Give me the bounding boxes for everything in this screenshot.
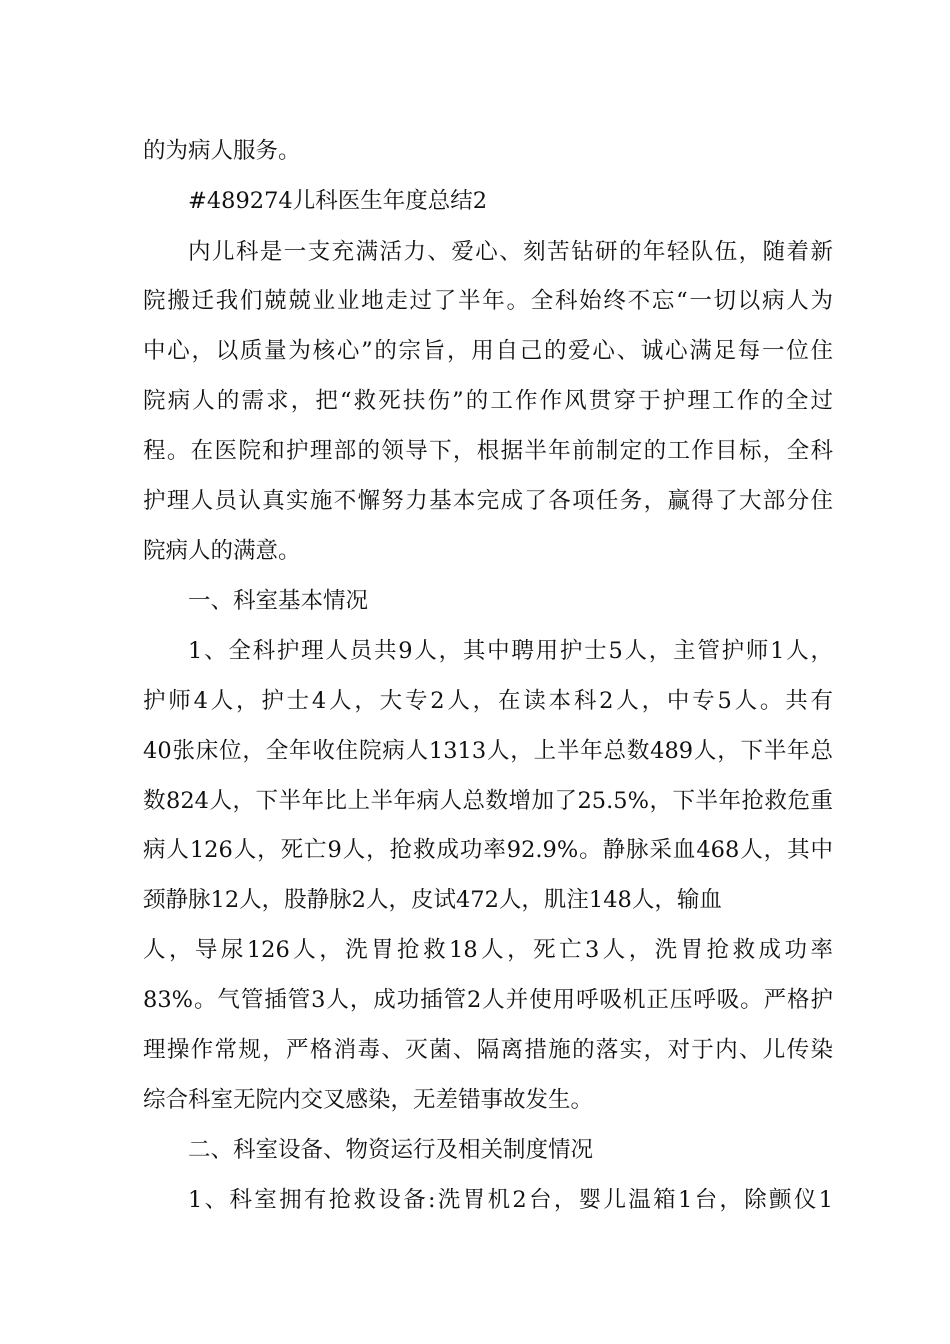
text-line: 综合科室无院内交叉感染，无差错事故发生。 xyxy=(143,1087,594,1113)
text-line: 颈静脉12人，股静脉2人，皮试472人，肌注148人，输血 xyxy=(143,887,722,913)
section-title: #489274儿科医生年度总结2 xyxy=(188,188,488,214)
text-line: 院病人的需求，把“救死扶伤”的工作作风贯穿于护理工作的全过 xyxy=(143,388,833,414)
text-line: 40张床位，全年收住院病人1313人，上半年总数489人，下半年总 xyxy=(143,738,833,764)
text-line: 护理人员认真实施不懈努力基本完成了各项任务，赢得了大部分住 xyxy=(143,488,833,514)
text-line: 内儿科是一支充满活力、爱心、刻苦钻研的年轻队伍，随着新 xyxy=(188,239,833,265)
text-line: 83%。气管插管3人，成功插管2人并使用呼吸机正压呼吸。严格护 xyxy=(143,987,833,1013)
text-line: 中心，以质量为核心”的宗旨，用自己的爱心、诚心满足每一位住 xyxy=(143,338,833,364)
text-line: 院搬迁我们兢兢业业地走过了半年。全科始终不忘“一切以病人为 xyxy=(143,288,833,314)
section-heading: 二、科室设备、物资运行及相关制度情况 xyxy=(188,1137,594,1163)
text-line: 人，导尿126人，洗胃抢救18人，死亡3人，洗胃抢救成功率 xyxy=(143,937,833,963)
section-heading: 一、科室基本情况 xyxy=(188,588,369,614)
text-line: 1、全科护理人员共9人，其中聘用护士5人，主管护师1人， xyxy=(188,638,833,664)
text-line: 数824人，下半年比上半年病人总数增加了25.5%，下半年抢救危重 xyxy=(143,788,833,814)
text-line: 的为病人服务。 xyxy=(143,138,301,164)
text-line: 院病人的满意。 xyxy=(143,538,301,564)
text-line: 病人126人，死亡9人，抢救成功率92.9%。静脉采血468人，其中 xyxy=(143,837,833,863)
text-line: 1、科室拥有抢救设备:洗胃机2台，婴儿温箱1台，除颤仪1 xyxy=(188,1187,833,1213)
text-line: 理操作常规，严格消毒、灭菌、隔离措施的落实，对于内、儿传染 xyxy=(143,1037,833,1063)
text-line: 程。在医院和护理部的领导下，根据半年前制定的工作目标，全科 xyxy=(143,438,833,464)
text-line: 护师4人，护士4人，大专2人，在读本科2人，中专5人。共有 xyxy=(143,688,833,714)
